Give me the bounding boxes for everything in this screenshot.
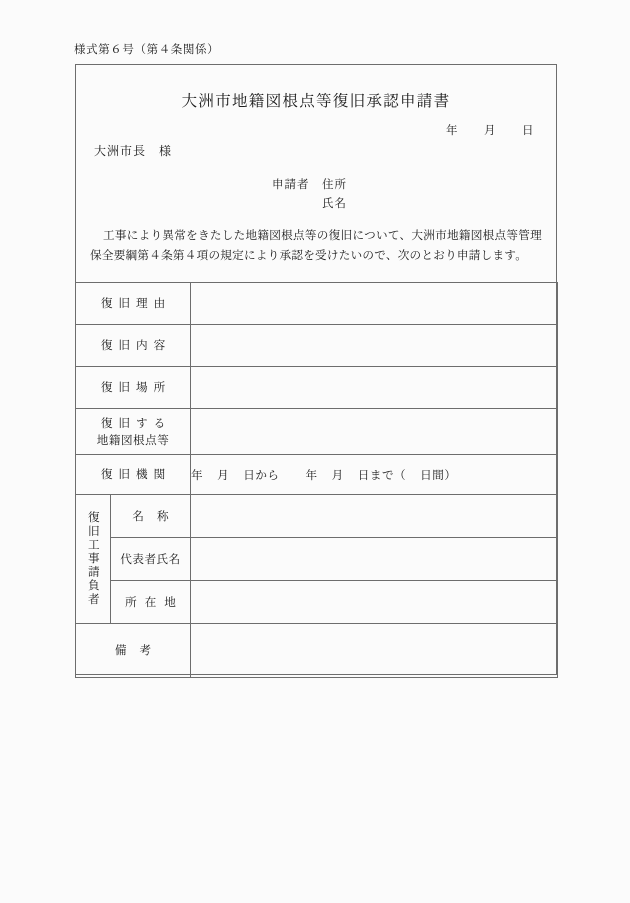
table-row xyxy=(76,538,558,581)
period-days-count: 日間） xyxy=(420,467,457,482)
table-row xyxy=(76,455,558,495)
applicant-block xyxy=(272,175,347,213)
table-row xyxy=(76,624,558,678)
contractor-label-address: 所在地 xyxy=(111,581,191,624)
contractor-value-address[interactable] xyxy=(191,581,558,624)
period-day-to: 日まで（ xyxy=(357,467,407,482)
row-label-target-points xyxy=(76,409,191,455)
row-value-target-points[interactable] xyxy=(191,409,558,455)
row-label-target-line2: 地籍図根点等 xyxy=(96,432,170,447)
row-label-remarks: 備考 xyxy=(76,624,191,678)
period-year-to: 年 xyxy=(305,467,318,482)
contractor-value-representative[interactable] xyxy=(191,538,558,581)
period-year-from: 年 xyxy=(191,467,204,482)
table-row xyxy=(76,325,558,367)
contractor-value-name[interactable] xyxy=(191,495,558,538)
row-label-reason: 復旧理由 xyxy=(76,283,191,325)
row-value-place[interactable] xyxy=(191,367,558,409)
row-label-target-line1: 復旧する xyxy=(100,415,172,430)
row-label-period: 復旧機関 xyxy=(76,455,191,495)
table-row xyxy=(76,581,558,624)
row-value-reason[interactable] xyxy=(191,283,558,325)
body-paragraph xyxy=(90,225,542,265)
row-value-period[interactable] xyxy=(191,455,558,495)
contractor-label-name: 名称 xyxy=(111,495,191,538)
date-day-label: 日 xyxy=(522,123,534,137)
period-day-from: 日から xyxy=(243,467,280,482)
date-line xyxy=(446,122,534,138)
form-number-label: 様式第６号（第４条関係） xyxy=(74,42,220,56)
applicant-name-label: 氏名 xyxy=(322,196,347,210)
table-row xyxy=(76,367,558,409)
table-row xyxy=(76,283,558,325)
contractor-vertical-label-text: 復旧工事請負者 xyxy=(86,511,101,607)
row-label-content: 復旧内容 xyxy=(76,325,191,367)
date-month-label: 月 xyxy=(484,123,496,137)
body-paragraph-text: 工事により異常をきたした地籍図根点等の復旧について、大洲市地籍図根点等管理保全要綱第４条第４項の規定により承認を受けたいので、次のとおり申請します。 xyxy=(90,228,542,262)
period-month-from: 月 xyxy=(217,467,230,482)
contractor-vertical-label xyxy=(76,495,111,624)
page-title: 大洲市地籍図根点等復旧承認申請書 xyxy=(181,92,451,110)
row-label-place: 復旧場所 xyxy=(76,367,191,409)
application-form-frame xyxy=(75,64,557,675)
row-value-remarks[interactable] xyxy=(191,624,558,678)
application-table xyxy=(75,282,558,678)
date-year-label: 年 xyxy=(446,123,458,137)
contractor-label-representative: 代表者氏名 xyxy=(111,538,191,581)
table-row xyxy=(76,409,558,455)
row-value-content[interactable] xyxy=(191,325,558,367)
table-row xyxy=(76,495,558,538)
period-month-to: 月 xyxy=(331,467,344,482)
addressee-label: 大洲市長 様 xyxy=(94,144,173,158)
applicant-address-label: 申請者 住所 xyxy=(272,177,347,191)
